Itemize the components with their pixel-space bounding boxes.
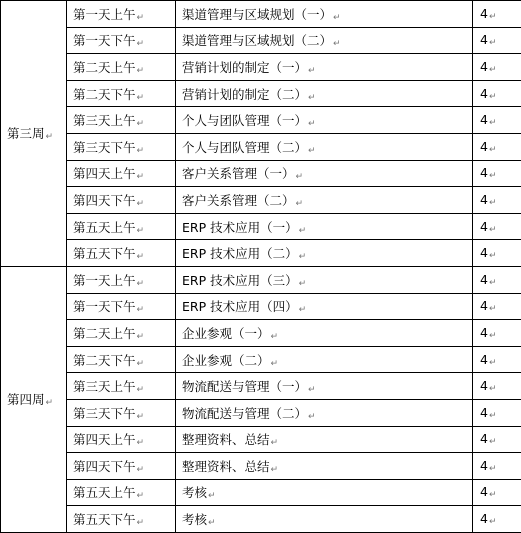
paragraph-mark-icon: ↵ (299, 279, 307, 289)
paragraph-mark-icon: ↵ (137, 332, 145, 342)
topic-text: 个人与团队管理（一） (182, 113, 307, 128)
topic-cell (176, 373, 473, 400)
hours-cell (473, 266, 521, 293)
paragraph-mark-icon: ↵ (299, 252, 307, 262)
hours-cell (473, 479, 521, 506)
hours-cell (473, 133, 521, 160)
paragraph-mark-icon: ↵ (137, 13, 145, 23)
session-text: 第二天下午 (73, 353, 136, 368)
topic-text: 企业参观（一） (182, 326, 270, 341)
topic-text: 渠道管理与区域规划（二） (182, 33, 332, 48)
topic-text: 客户关系管理（二） (182, 193, 295, 208)
session-cell (67, 266, 176, 293)
topic-cell (176, 346, 473, 373)
table-row (1, 1, 521, 28)
table-row (1, 27, 521, 54)
session-text: 第四天下午 (73, 459, 136, 474)
paragraph-mark-icon: ↵ (137, 279, 145, 289)
paragraph-mark-icon: ↵ (137, 438, 145, 448)
hours-text: 4 (480, 484, 488, 499)
hours-text: 4 (480, 6, 488, 21)
paragraph-mark-icon: ↵ (296, 172, 304, 182)
topic-text: 考核 (182, 512, 207, 527)
paragraph-mark-icon: ↵ (489, 198, 497, 208)
hours-cell (473, 293, 521, 320)
table-row (1, 399, 521, 426)
paragraph-mark-icon: ↵ (137, 66, 145, 76)
paragraph-mark-icon: ↵ (137, 93, 145, 103)
topic-text: ERP 技术应用（三） (182, 273, 298, 288)
table-row (1, 133, 521, 160)
paragraph-mark-icon: ↵ (137, 491, 145, 501)
hours-text: 4 (480, 139, 488, 154)
hours-text: 4 (480, 378, 488, 393)
topic-cell (176, 107, 473, 134)
session-text: 第四天上午 (73, 166, 136, 181)
paragraph-mark-icon: ↵ (137, 385, 145, 395)
paragraph-mark-icon: ↵ (489, 517, 497, 527)
session-text: 第三天下午 (73, 140, 136, 155)
paragraph-mark-icon: ↵ (137, 518, 145, 528)
week-label-cell (1, 1, 67, 267)
session-text: 第一天下午 (73, 33, 136, 48)
session-text: 第三天上午 (73, 113, 136, 128)
hours-text: 4 (480, 325, 488, 340)
hours-cell (473, 240, 521, 267)
session-text: 第三天下午 (73, 406, 136, 421)
paragraph-mark-icon: ↵ (308, 119, 316, 129)
topic-cell (176, 426, 473, 453)
topic-cell (176, 293, 473, 320)
paragraph-mark-icon: ↵ (489, 65, 497, 75)
paragraph-mark-icon: ↵ (271, 465, 279, 475)
paragraph-mark-icon: ↵ (137, 119, 145, 129)
hours-text: 4 (480, 298, 488, 313)
paragraph-mark-icon: ↵ (308, 66, 316, 76)
session-text: 第四天下午 (73, 193, 136, 208)
paragraph-mark-icon: ↵ (299, 305, 307, 315)
paragraph-mark-icon: ↵ (137, 465, 145, 475)
paragraph-mark-icon: ↵ (489, 464, 497, 474)
session-text: 第三天上午 (73, 379, 136, 394)
paragraph-mark-icon: ↵ (308, 146, 316, 156)
topic-cell (176, 27, 473, 54)
session-cell (67, 506, 176, 533)
session-text: 第一天上午 (73, 7, 136, 22)
session-cell (67, 240, 176, 267)
hours-text: 4 (480, 511, 488, 526)
paragraph-mark-icon: ↵ (137, 305, 145, 315)
topic-cell (176, 187, 473, 214)
paragraph-mark-icon: ↵ (489, 331, 497, 341)
hours-cell (473, 346, 521, 373)
paragraph-mark-icon: ↵ (489, 304, 497, 314)
table-row (1, 266, 521, 293)
topic-cell (176, 54, 473, 81)
hours-cell (473, 80, 521, 107)
table-row (1, 80, 521, 107)
table-row (1, 240, 521, 267)
session-cell (67, 54, 176, 81)
hours-text: 4 (480, 219, 488, 234)
topic-cell (176, 506, 473, 533)
topic-text: 物流配送与管理（一） (182, 379, 307, 394)
week-label-cell (1, 266, 67, 532)
topic-text: 整理资料、总结 (182, 432, 270, 447)
paragraph-mark-icon: ↵ (308, 385, 316, 395)
session-cell (67, 399, 176, 426)
hours-cell (473, 107, 521, 134)
paragraph-mark-icon: ↵ (208, 518, 216, 528)
topic-text: 物流配送与管理（二） (182, 406, 307, 421)
topic-cell (176, 133, 473, 160)
topic-cell (176, 240, 473, 267)
hours-text: 4 (480, 86, 488, 101)
table-row (1, 54, 521, 81)
hours-cell (473, 187, 521, 214)
topic-cell (176, 399, 473, 426)
session-text: 第四天上午 (73, 432, 136, 447)
hours-cell (473, 213, 521, 240)
paragraph-mark-icon: ↵ (137, 146, 145, 156)
session-cell (67, 479, 176, 506)
paragraph-mark-icon: ↵ (308, 93, 316, 103)
session-cell (67, 373, 176, 400)
paragraph-mark-icon: ↵ (489, 225, 497, 235)
topic-cell (176, 80, 473, 107)
session-text: 第五天上午 (73, 220, 136, 235)
hours-cell (473, 373, 521, 400)
session-cell (67, 107, 176, 134)
paragraph-mark-icon: ↵ (333, 39, 341, 49)
paragraph-mark-icon: ↵ (46, 132, 54, 142)
topic-cell (176, 1, 473, 28)
table-row (1, 187, 521, 214)
hours-text: 4 (480, 352, 488, 367)
topic-text: 考核 (182, 485, 207, 500)
session-text: 第五天下午 (73, 512, 136, 527)
hours-text: 4 (480, 59, 488, 74)
session-cell (67, 213, 176, 240)
paragraph-mark-icon: ↵ (271, 332, 279, 342)
topic-text: ERP 技术应用（四） (182, 299, 298, 314)
hours-text: 4 (480, 405, 488, 420)
table-row (1, 320, 521, 347)
session-text: 第五天上午 (73, 485, 136, 500)
paragraph-mark-icon: ↵ (137, 226, 145, 236)
paragraph-mark-icon: ↵ (489, 12, 497, 22)
table-row (1, 160, 521, 187)
topic-cell (176, 320, 473, 347)
paragraph-mark-icon: ↵ (489, 358, 497, 368)
topic-cell (176, 213, 473, 240)
topic-text: ERP 技术应用（二） (182, 246, 298, 261)
session-text: 第一天下午 (73, 299, 136, 314)
session-cell (67, 27, 176, 54)
table-row (1, 479, 521, 506)
table-row (1, 373, 521, 400)
topic-cell (176, 453, 473, 480)
hours-text: 4 (480, 245, 488, 260)
paragraph-mark-icon: ↵ (489, 92, 497, 102)
topic-text: 渠道管理与区域规划（一） (182, 7, 332, 22)
topic-cell (176, 160, 473, 187)
topic-text: 企业参观（二） (182, 353, 270, 368)
paragraph-mark-icon: ↵ (137, 172, 145, 182)
session-text: 第五天下午 (73, 246, 136, 261)
session-text: 第二天上午 (73, 60, 136, 75)
paragraph-mark-icon: ↵ (137, 359, 145, 369)
session-cell (67, 133, 176, 160)
table-row (1, 506, 521, 533)
hours-cell (473, 453, 521, 480)
hours-text: 4 (480, 272, 488, 287)
topic-text: 客户关系管理（一） (182, 166, 295, 181)
hours-cell (473, 54, 521, 81)
paragraph-mark-icon: ↵ (489, 384, 497, 394)
topic-text: 整理资料、总结 (182, 459, 270, 474)
hours-text: 4 (480, 458, 488, 473)
topic-text: ERP 技术应用（一） (182, 220, 298, 235)
paragraph-mark-icon: ↵ (489, 437, 497, 447)
hours-text: 4 (480, 112, 488, 127)
paragraph-mark-icon: ↵ (489, 490, 497, 500)
paragraph-mark-icon: ↵ (333, 13, 341, 23)
session-cell (67, 160, 176, 187)
hours-text: 4 (480, 32, 488, 47)
paragraph-mark-icon: ↵ (489, 411, 497, 421)
session-cell (67, 320, 176, 347)
table-row (1, 346, 521, 373)
table-row (1, 107, 521, 134)
session-cell (67, 453, 176, 480)
hours-cell (473, 320, 521, 347)
session-cell (67, 1, 176, 28)
paragraph-mark-icon: ↵ (46, 398, 54, 408)
table-row (1, 453, 521, 480)
hours-cell (473, 160, 521, 187)
schedule-body (1, 1, 521, 533)
paragraph-mark-icon: ↵ (489, 118, 497, 128)
session-cell (67, 187, 176, 214)
hours-cell (473, 399, 521, 426)
paragraph-mark-icon: ↵ (489, 278, 497, 288)
hours-cell (473, 27, 521, 54)
paragraph-mark-icon: ↵ (299, 226, 307, 236)
paragraph-mark-icon: ↵ (296, 199, 304, 209)
session-cell (67, 426, 176, 453)
hours-text: 4 (480, 431, 488, 446)
topic-text: 营销计划的制定（一） (182, 60, 307, 75)
session-cell (67, 293, 176, 320)
session-cell (67, 80, 176, 107)
paragraph-mark-icon: ↵ (308, 412, 316, 422)
paragraph-mark-icon: ↵ (137, 412, 145, 422)
table-row (1, 293, 521, 320)
paragraph-mark-icon: ↵ (137, 199, 145, 209)
paragraph-mark-icon: ↵ (137, 39, 145, 49)
session-cell (67, 346, 176, 373)
week-label: 第三周 (7, 126, 45, 141)
session-text: 第二天上午 (73, 326, 136, 341)
paragraph-mark-icon: ↵ (271, 438, 279, 448)
table-row (1, 426, 521, 453)
topic-text: 个人与团队管理（二） (182, 140, 307, 155)
paragraph-mark-icon: ↵ (489, 38, 497, 48)
hours-text: 4 (480, 192, 488, 207)
paragraph-mark-icon: ↵ (137, 252, 145, 262)
paragraph-mark-icon: ↵ (489, 251, 497, 261)
hours-cell (473, 426, 521, 453)
hours-text: 4 (480, 165, 488, 180)
paragraph-mark-icon: ↵ (489, 171, 497, 181)
topic-cell (176, 266, 473, 293)
paragraph-mark-icon: ↵ (489, 145, 497, 155)
topic-cell (176, 479, 473, 506)
hours-cell (473, 506, 521, 533)
week-label: 第四周 (7, 392, 45, 407)
paragraph-mark-icon: ↵ (271, 359, 279, 369)
hours-cell (473, 1, 521, 28)
paragraph-mark-icon: ↵ (208, 491, 216, 501)
session-text: 第二天下午 (73, 87, 136, 102)
table-row (1, 213, 521, 240)
topic-text: 营销计划的制定（二） (182, 87, 307, 102)
session-text: 第一天上午 (73, 273, 136, 288)
